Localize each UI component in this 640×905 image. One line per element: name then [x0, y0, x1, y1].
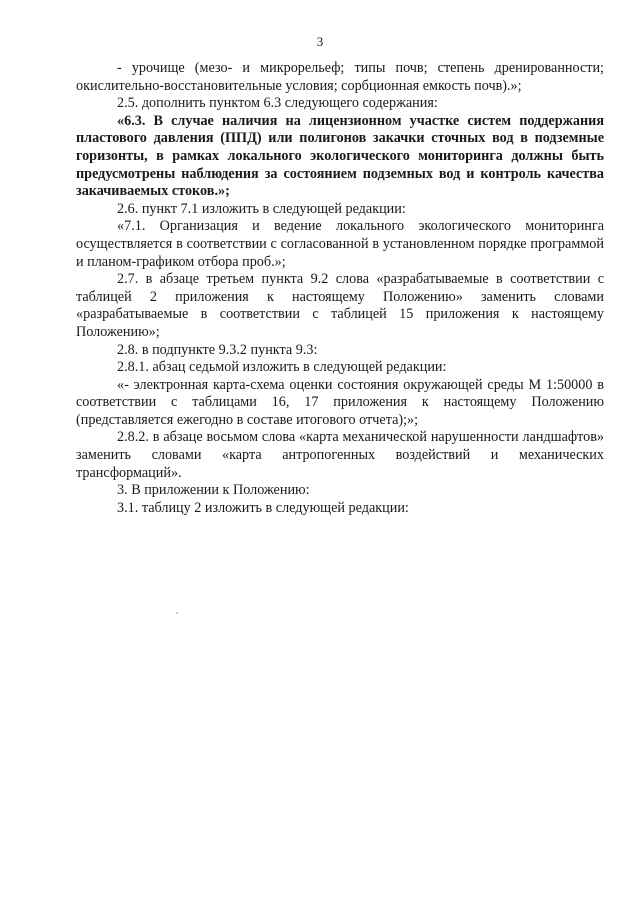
paragraph-item: 2.8. в подпункте 9.3.2 пункта 9.3: — [117, 341, 318, 358]
paragraph-item: - урочище (мезо- и микрорельеф; типы почв; степень дренированности; окислительно-восстановительные условия; сорбционная емкость почв).»; — [76, 60, 604, 94]
paragraph-item: 3. В приложении к Положению: — [117, 482, 310, 499]
document-body — [76, 60, 604, 517]
paragraph-item: 2.5. дополнить пунктом 6.3 следующего содержания: — [117, 95, 438, 112]
page-number: 3 — [316, 34, 324, 49]
paragraph-item: «7.1. Организация и ведение локального экологического мониторинга осуществляется в соответствии с согласованной в установленном порядке программой и планом-графиком отбора проб.»; — [76, 218, 604, 270]
paragraph-item: 2.8.2. в абзаце восьмом слова «карта механической нарушенности ландшафтов» заменить словами «карта антропогенных воздействий и механических трансформаций». — [76, 429, 604, 481]
paragraph-item: 2.6. пункт 7.1 изложить в следующей редакции: — [117, 200, 406, 217]
paragraph-item: 2.8.1. абзац седьмой изложить в следующей редакции: — [117, 359, 447, 376]
paragraph-item: «- электронная карта-схема оценки состояния окружающей среды М 1:50000 в соответствии с таблицами 16, 17 приложения к настоящему Положению (представляется ежегодно в составе итогового отчета);»; — [76, 376, 604, 428]
paragraph-item: «6.3. В случае наличия на лицензионном участке систем поддержания пластового давления (ППД) или полигонов закачки сточных вод в подземные горизонты, в рамках локального экологического мониторинга должны быть предусмотрены наблюдения за состоянием подземных вод и контроль качества закачиваемых стоков.»; — [76, 112, 604, 200]
paragraph-item: 2.7. в абзаце третьем пункта 9.2 слова «разрабатываемые в соответствии с таблицей 2 приложения к настоящему Положению» заменить словами «разрабатываемые в соответствии с таблицей 15 приложения к настоящему Положению»; — [76, 271, 604, 340]
paragraph-item: 3.1. таблицу 2 изложить в следующей редакции: — [117, 499, 409, 516]
scan-artifact — [176, 612, 178, 614]
